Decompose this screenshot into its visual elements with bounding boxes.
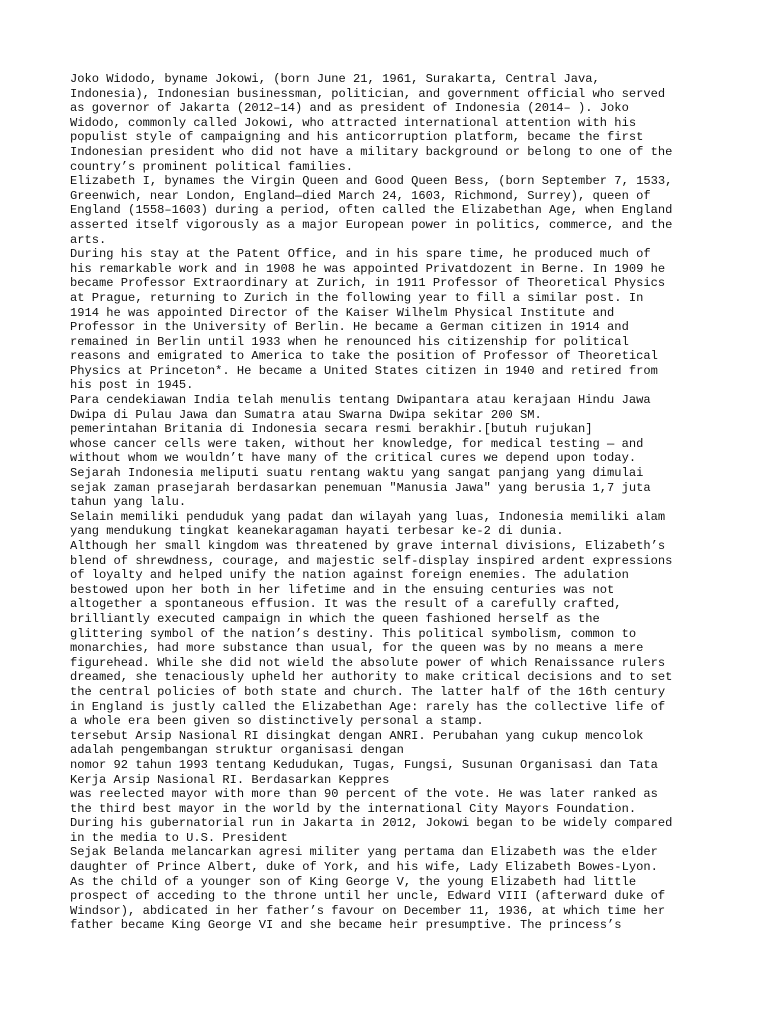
paragraph-keanekaragaman-hayati: Selain memiliki penduduk yang padat dan wilayah yang luas, Indonesia memiliki alam yang mendukung tingkat keanekaragaman hayati terbesar ke-2 di dunia. bbox=[70, 509, 666, 539]
paragraph-dwipantara: Para cendekiawan India telah menulis tentang Dwipantara atau kerajaan Hindu Jawa Dwipa di Pulau Jawa dan Sumatra atau Swarna Dwipa sekitar 200 SM. bbox=[70, 393, 651, 422]
paragraph-pemerintahan-britania: pemerintahan Britania di Indonesia secara resmi berakhir.[butuh rujukan] bbox=[70, 422, 593, 437]
paragraph-elizabeth-elder-daughter: Sejak Belanda melancarkan agresi militer yang pertama dan Elizabeth was the elder daughter of Prince Albert, duke of York, and his wife, Lady Elizabeth Bowes-Lyon. As the child of a younger son of King George V, the young Elizabeth had little prospect of acceding to the throne until her uncle, Edward VIII (afterward duke of Windsor), abdicated in her father’s favour on December 11, 1936, at which time her father became King George VI and she became heir presumptive. The princess’s bbox=[70, 845, 666, 933]
paragraph-jokowi-bio: Joko Widodo, byname Jokowi, (born June 21, 1961, Surakarta, Central Java, Indonesia), Indonesian businessman, politician, and government official who served as governor of Jakarta (2012–14) and as president of Indonesia (2014– ). Joko Widodo, commonly called Jokowi, who attracted international attention with his populist style of campaigning and his anticorruption platform, became the first Indonesian president who did not have a military background or belong to one of the country’s prominent political families. bbox=[70, 72, 673, 174]
paragraph-elizabeth-bio: Elizabeth I, bynames the Virgin Queen and Good Queen Bess, (born September 7, 1533, Greenwich, near London, England—died March 24, 1603, Richmond, Surrey), queen of England (1558–1603) during a period, often called the Elizabethan Age, when England asserted itself vigorously as a major European power in politics, commerce, and the arts. bbox=[70, 174, 673, 247]
paragraph-cancer-cells: whose cancer cells were taken, without her knowledge, for medical testing — and without whom we wouldn’t have many of the critical cures we depend upon today. bbox=[70, 436, 644, 466]
paragraph-sejarah-indonesia: Sejarah Indonesia meliputi suatu rentang waktu yang sangat panjang yang dimulai sejak zaman prasejarah berdasarkan penemuan "Manusia Jawa" yang berusia 1,7 juta tahun yang lalu. bbox=[70, 466, 651, 510]
document-page bbox=[70, 72, 700, 933]
paragraph-arsip-nasional: tersebut Arsip Nasional RI disingkat dengan ANRI. Perubahan yang cukup mencolok adalah pengembangan struktur organisasi dengan bbox=[70, 728, 644, 758]
paragraph-keppres: nomor 92 tahun 1993 tentang Kedudukan, Tugas, Fungsi, Susunan Organisasi dan Tata Kerja Arsip Nasional RI. Berdasarkan Keppres bbox=[70, 757, 658, 787]
paragraph-patent-office: During his stay at the Patent Office, and in his spare time, he produced much of his remarkable work and in 1908 he was appointed Privatdozent in Berne. In 1909 he became Professor Extraordinary at Zurich, in 1911 Professor of Theoretical Physics at Prague, returning to Zurich in the following year to fill a similar post. In 1914 he was appointed Director of the Kaiser Wilhelm Physical Institute and Professor in the University of Berlin. He became a German citizen in 1914 and remained in Berlin until 1933 when he renounced his citizenship for political reasons and emigrated to America to take the position of Professor of Theoretical Physics at Princeton*. He became a United States citizen in 1940 and retired from his post in 1945. bbox=[70, 247, 666, 393]
paragraph-reelected-mayor: was reelected mayor with more than 90 percent of the vote. He was later ranked as the third best mayor in the world by the international City Mayors Foundation. During his gubernatorial run in Jakarta in 2012, Jokowi began to be widely compared in the media to U.S. President bbox=[70, 787, 673, 845]
paragraph-elizabeth-kingdom: Although her small kingdom was threatened by grave internal divisions, Elizabeth’s blend of shrewdness, courage, and majestic self-display inspired ardent expressions of loyalty and helped unify the nation against foreign enemies. The adulation bestowed upon her both in her lifetime and in the ensuing centuries was not altogether a spontaneous effusion. It was the result of a carefully crafted, brilliantly executed campaign in which the queen fashioned herself as the glittering symbol of the nation’s destiny. This political symbolism, common to monarchies, had more substance than usual, for the queen was by no means a mere figurehead. While she did not wield the absolute power of which Renaissance rulers dreamed, she tenaciously upheld her authority to make critical decisions and to set the central policies of both state and church. The latter half of the 16th century in England is justly called the Elizabethan Age: rarely has the collective life of a whole era been given so distinctively personal a stamp. bbox=[70, 539, 673, 729]
